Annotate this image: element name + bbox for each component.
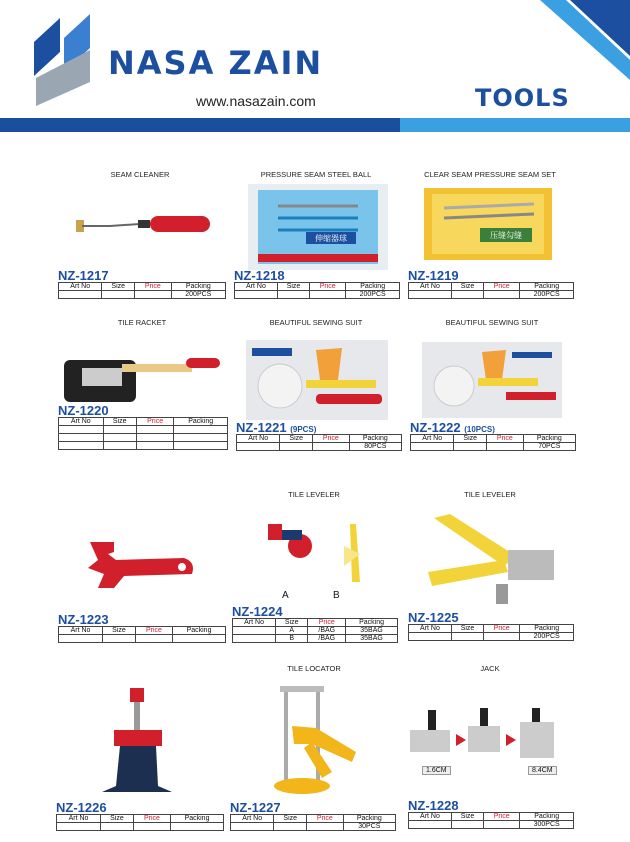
product-code-nz-1226: NZ-1226 (56, 800, 107, 815)
header-size: Size (451, 283, 483, 291)
header-packing: Packing (343, 815, 395, 823)
size-value: B (276, 635, 308, 643)
header-packing: Packing (171, 283, 225, 291)
header-size: Size (277, 283, 309, 291)
caption-nz-1219: CLEAR SEAM PRESSURE SEAM SET (424, 170, 556, 179)
header-price: Price (307, 815, 344, 823)
product-code-nz-1219: NZ-1219 (408, 268, 459, 283)
header-art-no: Art No (411, 435, 454, 443)
spec-table-nz-1222 (410, 434, 576, 451)
header-size: Size (454, 435, 487, 443)
sewing-suit-9pcs-image (246, 340, 388, 420)
packing-value: 35BAG (346, 635, 398, 643)
brand-name: NASA ZAIN (108, 44, 324, 82)
packing-value: 30PCS (343, 823, 395, 831)
header-size: Size (274, 815, 307, 823)
caption-nz-1221: BEAUTIFUL SEWING SUIT (269, 318, 363, 327)
caption-nz-1228: JACK (480, 664, 500, 673)
packing-value: 200PCS (520, 291, 574, 299)
header-size: Size (102, 283, 135, 291)
header-price: Price (484, 813, 520, 821)
price-value: /BAG (308, 627, 346, 635)
jack-min-label: 1.6CM (422, 766, 451, 775)
header-packing: Packing (173, 627, 226, 635)
header-price: Price (135, 283, 172, 291)
spec-table-nz-1226 (56, 814, 224, 831)
header-art-no: Art No (57, 815, 101, 823)
code-text: NZ-1221 (236, 420, 287, 435)
header-size: Size (451, 813, 483, 821)
header-price: Price (484, 625, 520, 633)
product-code-nz-1220: NZ-1220 (58, 403, 109, 418)
product-code-nz-1227: NZ-1227 (230, 800, 281, 815)
packing-value: 80PCS (349, 443, 401, 451)
product-code-nz-1221 (236, 420, 316, 435)
header-packing: Packing (171, 815, 224, 823)
header-price: Price (308, 619, 346, 627)
header-price: Price (487, 435, 524, 443)
packing-value: 70PCS (523, 443, 575, 451)
header-bar-accent (400, 118, 630, 132)
size-value: A (276, 627, 308, 635)
website-url[interactable]: www.nasazain.com (196, 93, 316, 109)
header-art-no: Art No (237, 435, 280, 443)
caption-nz-1225: TILE LEVELER (464, 490, 516, 499)
header-size: Size (103, 418, 136, 426)
header-size: Size (102, 627, 135, 635)
packing-value: 200PCS (171, 291, 225, 299)
packing-value: 200PCS (346, 291, 400, 299)
red-key-tool-image (84, 538, 200, 594)
packing-value: 200PCS (520, 633, 574, 641)
header-art-no: Art No (59, 627, 103, 635)
header-price: Price (133, 815, 170, 823)
header-art-no: Art No (409, 625, 452, 633)
header-price: Price (310, 283, 346, 291)
svg-text:压缝勾缝: 压缝勾缝 (490, 231, 522, 240)
spec-table-nz-1227 (230, 814, 396, 831)
code-suffix: (9PCS) (290, 425, 317, 434)
jack-max-label: 8.4CM (528, 766, 557, 775)
header-size: Size (451, 625, 483, 633)
header-art-no: Art No (235, 283, 278, 291)
spec-table-nz-1221 (236, 434, 402, 451)
caption-nz-1217: SEAM CLEANER (110, 170, 170, 179)
header-price: Price (135, 627, 172, 635)
product-code-nz-1224: NZ-1224 (232, 604, 283, 619)
caption-nz-1218: PRESSURE SEAM STEEL BALL (260, 170, 372, 179)
tile-leveler-ab-image (260, 516, 380, 586)
seam-cleaner-image (70, 210, 220, 240)
header-size: Size (280, 435, 313, 443)
sewing-suit-10pcs-image (422, 342, 562, 418)
packing-value: 35BAG (346, 627, 398, 635)
header-packing: Packing (520, 625, 574, 633)
spec-table-nz-1217 (58, 282, 226, 299)
section-title: TOOLS (475, 84, 570, 112)
product-code-nz-1217: NZ-1217 (58, 268, 109, 283)
pressure-seam-set-image (424, 188, 552, 260)
label-a: A (282, 590, 289, 601)
header-art-no: Art No (59, 283, 102, 291)
product-code-nz-1218: NZ-1218 (234, 268, 285, 283)
caption-nz-1227: TILE LOCATOR (287, 664, 341, 673)
tile-racket-image (62, 350, 222, 404)
header-size: Size (100, 815, 133, 823)
spec-table-nz-1223 (58, 626, 226, 643)
price-value: /BAG (308, 635, 346, 643)
jack-image (408, 706, 558, 770)
spec-table-nz-1224 (232, 618, 398, 643)
header-price: Price (484, 283, 520, 291)
header-packing: Packing (174, 418, 228, 426)
header-packing: Packing (346, 283, 400, 291)
packing-value: 300PCS (520, 821, 574, 829)
tile-leveler-pliers-image (424, 510, 564, 606)
product-code-nz-1222 (410, 420, 495, 435)
header-packing: Packing (523, 435, 575, 443)
tile-adjuster-stand-image (96, 686, 176, 798)
caption-nz-1224: TILE LEVELER (288, 490, 340, 499)
header-size: Size (276, 619, 308, 627)
header-packing: Packing (520, 813, 574, 821)
label-b: B (333, 590, 340, 601)
header-price: Price (136, 418, 174, 426)
header-packing: Packing (346, 619, 398, 627)
steel-ball-package-image (248, 184, 388, 270)
product-code-nz-1225: NZ-1225 (408, 610, 459, 625)
caption-nz-1220: TILE RACKET (117, 318, 167, 327)
header-art-no: Art No (409, 813, 452, 821)
header-packing: Packing (520, 283, 574, 291)
tile-locator-image (256, 682, 376, 798)
spec-table-nz-1228 (408, 812, 574, 829)
corner-stripes (540, 0, 630, 80)
spec-table-nz-1219 (408, 282, 574, 299)
header-price: Price (313, 435, 350, 443)
spec-table-nz-1225 (408, 624, 574, 641)
header-art-no: Art No (409, 283, 452, 291)
spec-table-nz-1220 (58, 417, 228, 450)
code-suffix: (10PCS) (464, 425, 495, 434)
header-art-no: Art No (231, 815, 274, 823)
header-art-no: Art No (233, 619, 276, 627)
brand-logo (30, 12, 96, 108)
product-code-nz-1228: NZ-1228 (408, 798, 459, 813)
code-text: NZ-1222 (410, 420, 461, 435)
header-art-no: Art No (59, 418, 104, 426)
spec-table-nz-1218 (234, 282, 400, 299)
caption-nz-1222: BEAUTIFUL SEWING SUIT (445, 318, 539, 327)
product-code-nz-1223: NZ-1223 (58, 612, 109, 627)
svg-text:伸缩器球: 伸缩器球 (315, 234, 347, 243)
header-packing: Packing (349, 435, 401, 443)
